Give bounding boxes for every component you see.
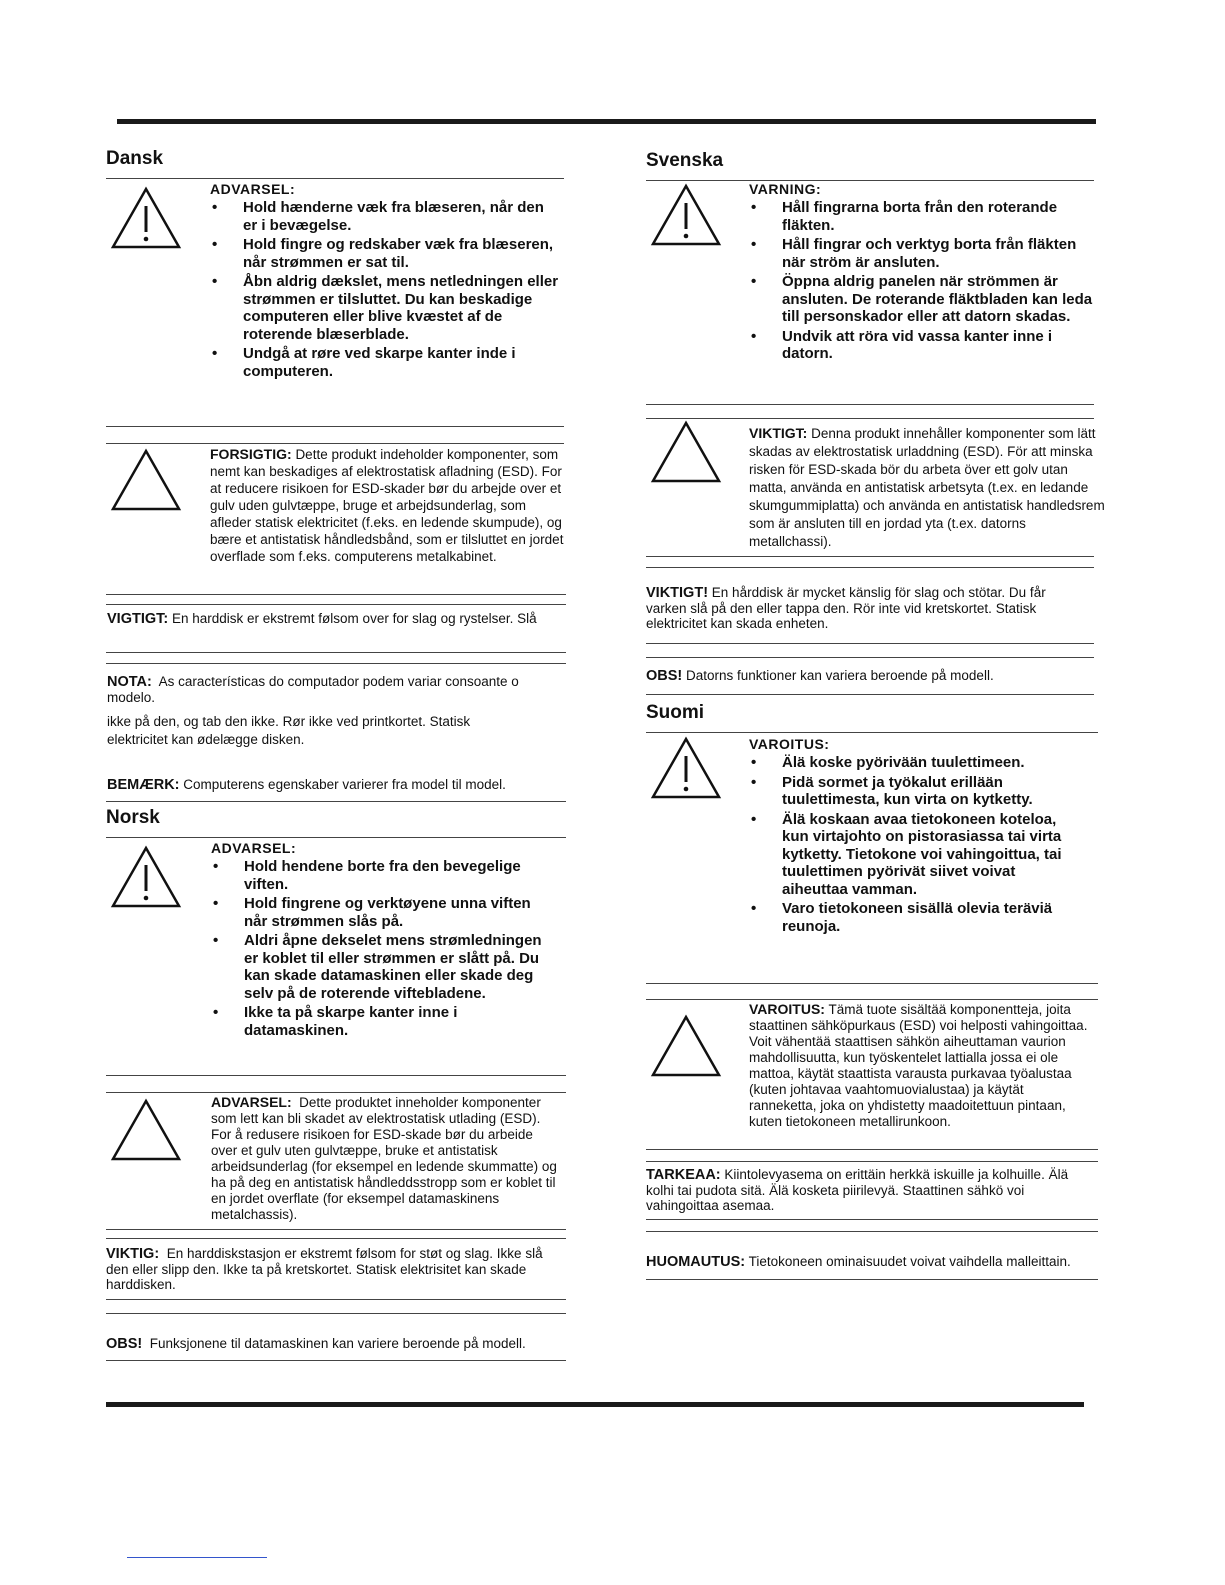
norsk-caution bbox=[211, 1094, 561, 1223]
caution-text: Tämä tuote sisältää komponentteja, joita staattinen sähköpurkaus (ESD) voi helposti vahingoittaa. Voit vähentää staattisen sähkön aiheuttaman vaurion mahdollisuutta, kun työskentelet lattialla jossa ei ole mattoa, käytät staattista varausta purkavaa työalustaa (kuten johtavaa vaahtomuovialustaa) ja käytät ranneketta, joka on yhdistetty maadoitettuun pintaan, kuten tietokoneen metallirunkoon. bbox=[749, 1002, 1088, 1129]
list-item: • Varo tietokoneen sisällä olevia teräviä reunoja. bbox=[749, 900, 1069, 935]
obs-text: Datorns funktioner kan variera beroende på modell. bbox=[686, 668, 994, 683]
warning-list bbox=[210, 199, 560, 380]
section-heading-dansk: Dansk bbox=[106, 148, 164, 169]
obs-text: Funksjonene til datamaskinen kan variere beroende på modell. bbox=[149, 1336, 526, 1351]
obs-label: OBS! bbox=[106, 1336, 143, 1352]
dansk-caution bbox=[210, 446, 570, 582]
svenska-obs bbox=[646, 668, 1096, 684]
caution-label: VIKTIGT: bbox=[749, 425, 808, 441]
nota-text: As características do computador podem variar consoante o modelo. bbox=[107, 674, 519, 705]
footer-link-underline bbox=[127, 1557, 267, 1558]
warning-title: VARNING: bbox=[749, 181, 822, 197]
important-label: TARKEAA: bbox=[646, 1167, 721, 1183]
divider bbox=[646, 1279, 1098, 1280]
divider bbox=[646, 643, 1094, 644]
warning-list bbox=[749, 199, 1094, 363]
warning-list bbox=[211, 858, 556, 1039]
list-item: • Älä koske pyörivään tuulettimeen. bbox=[749, 754, 1069, 772]
divider bbox=[646, 1161, 1098, 1162]
warning-triangle-icon bbox=[650, 183, 722, 252]
suomi-caution bbox=[749, 1001, 1094, 1130]
warning-list bbox=[749, 754, 1069, 935]
divider bbox=[646, 1231, 1098, 1232]
bottom-rule bbox=[106, 1402, 1084, 1407]
dansk-nota-continued: ikke på den, og tab den ikke. Rør ikke ved printkortet. Statisk elektricitet kan ødelægge disken. bbox=[107, 714, 471, 747]
section-heading-svenska: Svenska bbox=[646, 150, 724, 171]
dansk-remark bbox=[107, 777, 567, 793]
divider bbox=[646, 983, 1098, 984]
important-text: En harddisk er ekstremt følsom over for slag og rystelser. Slå bbox=[172, 611, 537, 626]
divider bbox=[646, 1219, 1098, 1220]
list-item: • Hold fingrene og verktøyene unna viften når strømmen slås på. bbox=[211, 895, 556, 930]
list-item: • Ikke ta på skarpe kanter inne i datamaskinen. bbox=[211, 1004, 556, 1039]
warning-triangle-icon bbox=[110, 186, 182, 255]
divider bbox=[106, 663, 566, 664]
obs-label: OBS! bbox=[646, 668, 683, 684]
caution-text: Dette produkt indeholder komponenter, som nemt kan beskadiges af elektrostatisk afladning (ESD). For at reducere risikoen for ESD-skader bør du arbejde over et gulv uden gulvtæppe, bruge et arbejdsunderlag, som afleder statisk elektricitet (f.eks. en ledende skumpude), og bære et antistatisk håndledsbånd, som er tilsluttet en jordet overflade som f.eks. computerens metalkabinet. bbox=[210, 447, 564, 564]
divider bbox=[106, 1299, 566, 1300]
list-item: • Hold fingre og redskaber væk fra blæseren, når strømmen er sat til. bbox=[210, 236, 560, 271]
divider bbox=[646, 1149, 1098, 1150]
list-item: • Håll fingrarna borta från den roterande fläkten. bbox=[749, 199, 1094, 234]
divider bbox=[106, 178, 564, 179]
warning-title: ADVARSEL: bbox=[210, 181, 296, 197]
list-item: • Hold hendene borte fra den bevegelige viften. bbox=[211, 858, 556, 893]
divider bbox=[106, 1313, 566, 1314]
important-label: VIKTIG: bbox=[106, 1246, 160, 1262]
remark-text: Tietokoneen ominaisuudet voivat vaihdella malleittain. bbox=[748, 1254, 1071, 1269]
remark-text: Computerens egenskaber varierer fra model til model. bbox=[183, 777, 506, 792]
divider bbox=[106, 1229, 566, 1230]
important-text: Kiintolevyasema on erittäin herkkä iskuille ja kolhuille. Älä kolhi tai pudota sitä. Älä kosketa piirilevyä. Staattinen sähkö voi vahingoittaa asemaa. bbox=[646, 1167, 1069, 1213]
top-rule bbox=[117, 119, 1096, 124]
important-label: VIGTIGT: bbox=[107, 611, 169, 627]
divider bbox=[106, 604, 566, 605]
suomi-important bbox=[646, 1167, 1096, 1213]
norsk-warning bbox=[211, 840, 556, 1041]
caution-triangle-icon bbox=[650, 420, 722, 489]
divider bbox=[646, 657, 1094, 658]
section-heading-norsk: Norsk bbox=[106, 807, 160, 828]
list-item: • Håll fingrar och verktyg borta från fläkten när ström är ansluten. bbox=[749, 236, 1094, 271]
list-item: • Åbn aldrig dækslet, mens netledningen eller strømmen er tilsluttet. Du kan beskadige computeren eller blive kvæstet af de roterende blæserblade. bbox=[210, 273, 560, 343]
divider bbox=[646, 404, 1094, 405]
suomi-remark bbox=[646, 1254, 1116, 1270]
list-item: • Aldri åpne dekselet mens strømledningen er koblet til eller strømmen er slått på. Du kan skade datamaskinen eller skade deg selv på de roterende viftebladene. bbox=[211, 932, 556, 1002]
important-label: VIKTIGT! bbox=[646, 585, 709, 601]
warning-title: VAROITUS: bbox=[749, 736, 830, 752]
divider bbox=[646, 567, 1094, 568]
divider bbox=[646, 999, 1098, 1000]
divider bbox=[106, 652, 566, 653]
caution-triangle-icon bbox=[110, 1098, 182, 1167]
caution-triangle-icon bbox=[650, 1014, 722, 1083]
section-heading-suomi: Suomi bbox=[646, 702, 705, 723]
list-item: • Hold hænderne væk fra blæseren, når den er i bevægelse. bbox=[210, 199, 560, 234]
caution-text: Dette produktet inneholder komponenter som lett kan bli skadet av elektrostatisk utlading (ESD). For å redusere risikoen for ESD-skade bør du arbeide over et gulv uten gulvtæppe, bruke et antistatisk arbeidsunderlag (for eksempel en ledende skummatte) og ha på deg en antistatisk håndleddsstropp som er koblet til en jordet overflate (for eksempel datamaskinens metalchassis). bbox=[211, 1095, 557, 1222]
caution-label: ADVARSEL: bbox=[211, 1094, 292, 1110]
suomi-warning bbox=[749, 736, 1069, 937]
svenska-caution bbox=[749, 424, 1107, 551]
divider bbox=[106, 1075, 566, 1076]
nota-label: NOTA: bbox=[107, 674, 152, 690]
divider bbox=[106, 443, 564, 444]
divider bbox=[106, 837, 566, 838]
list-item: • Undgå at røre ved skarpe kanter inde i computeren. bbox=[210, 345, 560, 380]
important-text: En harddiskstasjon er ekstremt følsom for støt og slag. Ikke slå den eller slipp den. Ikke ta på kretskortet. Statisk elektrisitet kan skade harddisken. bbox=[106, 1246, 543, 1292]
caution-text: Denna produkt innehåller komponenter som lätt skadas av elektrostatisk urladdning (ESD). För att minska risken för ESD-skada bör du arbeta över ett golv utan matta, använda en antistatisk arbetsyta (t.ex. en ledande skumgummiplatta) och använda en antistatisk handledsrem som är ansluten till en jordad yta (t.ex. datorns metallchassi). bbox=[749, 426, 1105, 549]
norsk-obs bbox=[106, 1336, 576, 1352]
remark-label: BEMÆRK: bbox=[107, 777, 180, 793]
warning-triangle-icon bbox=[110, 845, 182, 914]
dansk-important bbox=[107, 611, 547, 627]
divider bbox=[646, 732, 1098, 733]
caution-label: FORSIGTIG: bbox=[210, 446, 292, 462]
remark-label: HUOMAUTUS: bbox=[646, 1254, 746, 1270]
divider bbox=[646, 694, 1094, 695]
warning-title: ADVARSEL: bbox=[211, 840, 297, 856]
list-item: • Pidä sormet ja työkalut erillään tuulettimesta, kun virta on kytketty. bbox=[749, 774, 1069, 809]
list-item: • Älä koskaan avaa tietokoneen koteloa, kun virtajohto on pistorasiassa tai virta kytketty. Tietokone voi vahingoittua, tai tuulettimen pyörivät siivet voivat aiheuttaa vamman. bbox=[749, 811, 1069, 899]
divider bbox=[106, 594, 566, 595]
divider bbox=[106, 1092, 566, 1093]
list-item: • Undvik att röra vid vassa kanter inne i datorn. bbox=[749, 328, 1094, 363]
divider bbox=[106, 801, 566, 802]
warning-triangle-icon bbox=[650, 736, 722, 805]
caution-label: VAROITUS: bbox=[749, 1001, 825, 1017]
list-item: • Öppna aldrig panelen när strömmen är ansluten. De roterande fläktbladen kan leda till personskador eller att datorn skadas. bbox=[749, 273, 1094, 326]
divider bbox=[646, 556, 1094, 557]
svenska-important bbox=[646, 585, 1066, 631]
divider bbox=[106, 1238, 566, 1239]
caution-triangle-icon bbox=[110, 448, 182, 517]
divider bbox=[646, 418, 1094, 419]
important-text: En hårddisk är mycket känslig för slag och stötar. Du får varken slå på den eller tappa den. Rör inte vid kretskortet. Statisk elektricitet kan skada enheten. bbox=[646, 585, 1046, 631]
divider bbox=[106, 426, 564, 427]
dansk-nota bbox=[107, 674, 552, 706]
dansk-warning bbox=[210, 181, 560, 382]
svenska-warning bbox=[749, 181, 1094, 365]
divider bbox=[106, 1360, 566, 1361]
norsk-important bbox=[106, 1246, 568, 1292]
